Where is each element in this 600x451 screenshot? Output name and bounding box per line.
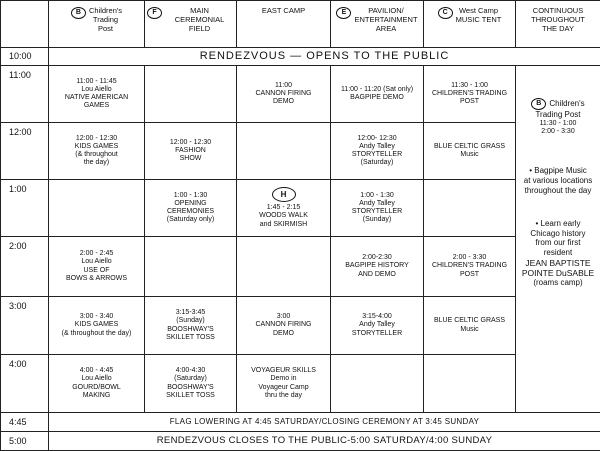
empty-cell bbox=[48, 179, 145, 237]
continuous-bagpipe-music bbox=[524, 166, 592, 195]
event-cell-main-ceremonial-field bbox=[144, 122, 237, 180]
header-title-line: THE DAY bbox=[542, 23, 574, 33]
event-text: CANNON FIRING bbox=[255, 89, 312, 97]
header-title-line: MUSIC TENT bbox=[455, 14, 502, 24]
header-title-line: MAIN CEREMONIAL bbox=[174, 6, 225, 24]
time-label: 4:00 bbox=[0, 354, 49, 413]
time-label: 5:00 bbox=[0, 431, 49, 451]
continuous-activities bbox=[515, 65, 600, 413]
event-cell-pavilion bbox=[330, 236, 424, 297]
event-text: NATIVE AMERICAN bbox=[64, 94, 129, 101]
event-text: CHILDREN'S TRADING bbox=[431, 262, 508, 270]
event-text: DEMO bbox=[273, 329, 294, 337]
event-cell-childrens-trading-post bbox=[48, 122, 145, 180]
event-text: 4:00 - 4:45 bbox=[79, 367, 114, 374]
header-main-ceremonial-field bbox=[144, 0, 237, 48]
event-text: 1:00 - 1:30 bbox=[173, 191, 208, 199]
event-text: FASHION bbox=[175, 146, 206, 154]
event-text: BLUE CELTIC GRASS bbox=[433, 142, 506, 150]
continuous-text: at various locations bbox=[523, 175, 593, 185]
header-title bbox=[531, 7, 585, 34]
event-cell-west-camp-music-tent bbox=[423, 296, 516, 355]
event-text: (Saturday only) bbox=[166, 216, 215, 224]
event-cell-main-ceremonial-field bbox=[144, 179, 237, 237]
continuous-text: • Bagpipe Music bbox=[529, 166, 587, 176]
empty-cell bbox=[330, 354, 424, 413]
header-title-line: CONTINUOUS bbox=[532, 6, 584, 15]
event-text: Demo in bbox=[270, 375, 297, 383]
event-text: 12:00- 12:30 bbox=[357, 134, 397, 142]
header-content bbox=[426, 7, 513, 25]
header-west-camp-music-tent bbox=[423, 0, 516, 48]
event-text: 11:00 - 11:45 bbox=[76, 77, 117, 85]
empty-cell bbox=[236, 122, 331, 180]
time-label: 1:00 bbox=[0, 179, 49, 237]
event-text: 12:00 - 12:30 bbox=[75, 134, 118, 142]
time-label: 10:00 bbox=[0, 47, 49, 66]
event-cell-pavilion bbox=[330, 122, 424, 180]
event-text: SKILLET TOSS bbox=[166, 391, 215, 399]
event-text: BLUE CELTIC GRASS bbox=[433, 317, 506, 325]
event-text: OPENING bbox=[174, 199, 207, 207]
time-label: 3:00 bbox=[0, 296, 49, 355]
header-title bbox=[354, 7, 417, 34]
event-text: STORYTELLER bbox=[351, 329, 403, 337]
event-cell-pavilion bbox=[330, 65, 424, 123]
event-text: BAGPIPE DEMO bbox=[350, 94, 404, 101]
event-text: 11:00 - 11:20 (Sat only) bbox=[340, 85, 414, 93]
time-label: 12:00 bbox=[0, 122, 49, 180]
event-text: 3:00 bbox=[276, 313, 291, 321]
event-text: Lou Aiello bbox=[81, 375, 112, 383]
event-cell-east-camp bbox=[236, 179, 331, 237]
header-title-line: West Camp bbox=[458, 6, 499, 15]
location-badge-icon: B bbox=[71, 7, 86, 19]
opening-banner: RENDEZVOUS — OPENS TO THE PUBLIC bbox=[48, 47, 600, 66]
event-text: Andy Talley bbox=[359, 321, 395, 329]
event-text: SHOW bbox=[179, 155, 202, 163]
event-text: BOWS & ARROWS bbox=[65, 274, 128, 282]
continuous-note: (roams camp) bbox=[533, 277, 583, 287]
header-title-line: AREA bbox=[375, 23, 397, 33]
event-text: 2:00-2:30 bbox=[362, 254, 392, 262]
event-text: BOOSHWAY'S bbox=[167, 325, 214, 333]
event-text: (Sunday) bbox=[176, 317, 205, 325]
event-text: (& throughout the day) bbox=[61, 329, 132, 337]
continuous-text: throughout the day bbox=[524, 185, 592, 195]
header-content bbox=[518, 7, 598, 34]
event-text: Andy Talley bbox=[359, 142, 395, 150]
event-text: VOYAGEUR SKILLS bbox=[251, 367, 316, 374]
event-text: USE OF bbox=[83, 266, 110, 274]
event-cell-east-camp bbox=[236, 65, 331, 123]
event-text: Lou Aiello bbox=[81, 258, 112, 266]
event-cell-childrens-trading-post bbox=[48, 354, 145, 413]
continuous-trading-heading bbox=[531, 98, 584, 110]
event-text: (Sunday) bbox=[362, 216, 392, 224]
header-content bbox=[333, 7, 421, 34]
event-text: 4:00-4:30 bbox=[175, 367, 206, 374]
event-text: (& throughout bbox=[75, 151, 118, 158]
event-text: CANNON FIRING bbox=[255, 321, 312, 329]
event-text: STORYTELLER bbox=[351, 151, 403, 158]
event-cell-childrens-trading-post bbox=[48, 296, 145, 355]
event-text: (Saturday) bbox=[360, 159, 394, 167]
empty-cell bbox=[144, 65, 237, 123]
header-content bbox=[239, 7, 328, 16]
event-cell-childrens-trading-post bbox=[48, 236, 145, 297]
location-badge-icon: H bbox=[272, 187, 296, 202]
resident-name: POINTE DuSABLE bbox=[521, 267, 595, 278]
event-text: 3:00 - 3:40 bbox=[79, 313, 114, 321]
continuous-chicago-history bbox=[522, 219, 594, 287]
event-cell-east-camp bbox=[236, 354, 331, 413]
header-title-line: EAST CAMP bbox=[261, 6, 306, 15]
event-cell-west-camp-music-tent bbox=[423, 122, 516, 180]
event-text: 12:00 - 12:30 bbox=[169, 138, 212, 146]
event-text: 3:15-4:00 bbox=[362, 313, 392, 321]
location-badge-icon: F bbox=[147, 7, 162, 19]
event-text: and SKIRMISH bbox=[259, 220, 308, 228]
event-cell-childrens-trading-post bbox=[48, 65, 145, 123]
empty-cell bbox=[423, 179, 516, 237]
empty-cell bbox=[144, 236, 237, 297]
event-text: 2:00 - 2:45 bbox=[79, 250, 114, 257]
event-text: CHILDREN'S TRADING bbox=[431, 89, 508, 97]
header-content bbox=[147, 7, 234, 34]
event-text: GOURD/BOWL bbox=[72, 383, 121, 391]
header-title-line: THROUGHOUT bbox=[531, 14, 585, 24]
location-badge-icon: E bbox=[336, 7, 351, 19]
header-title-line: PAVILION/ bbox=[368, 6, 404, 15]
empty-cell bbox=[423, 354, 516, 413]
event-text: 2:00 - 3:30 bbox=[452, 254, 487, 262]
event-text: STORYTELLER bbox=[351, 208, 403, 215]
event-text: AND DEMO bbox=[358, 270, 396, 278]
time-label: 2:00 bbox=[0, 236, 49, 297]
event-cell-pavilion bbox=[330, 296, 424, 355]
continuous-text: • Learn early bbox=[535, 219, 581, 229]
event-text: DEMO bbox=[273, 98, 294, 106]
time-label: 11:00 bbox=[0, 65, 49, 123]
header-title bbox=[262, 7, 305, 16]
continuous-text: Chicago history bbox=[530, 228, 586, 238]
continuous-text: Children's bbox=[549, 99, 585, 109]
event-text: POST bbox=[459, 270, 480, 278]
time-label: 4:45 bbox=[0, 412, 49, 432]
header-title-line: ENTERTAINMENT bbox=[354, 14, 418, 24]
event-text: KIDS GAMES bbox=[74, 142, 119, 150]
event-text: 11:30 - 1:00 bbox=[451, 81, 488, 89]
event-cell-main-ceremonial-field bbox=[144, 296, 237, 355]
event-cell-east-camp bbox=[236, 296, 331, 355]
event-cell-pavilion bbox=[330, 179, 424, 237]
event-text: SKILLET TOSS bbox=[166, 333, 215, 341]
empty-cell bbox=[236, 236, 331, 297]
event-text: WOODS WALK bbox=[259, 212, 308, 220]
corner-cell bbox=[0, 0, 49, 48]
event-cell-west-camp-music-tent bbox=[423, 236, 516, 297]
header-title bbox=[456, 7, 502, 25]
event-text: thru the day bbox=[265, 391, 302, 399]
event-text: Music bbox=[460, 325, 479, 333]
location-badge-icon: B bbox=[531, 98, 546, 110]
flag-lowering-banner: FLAG LOWERING AT 4:45 SATURDAY/CLOSING CEREMONY AT 3:45 SUNDAY bbox=[48, 412, 600, 432]
event-text: Andy Talley bbox=[359, 199, 395, 207]
header-title bbox=[89, 7, 122, 34]
event-text: BOOSHWAY'S bbox=[167, 383, 214, 391]
resident-name: JEAN BAPTISTE bbox=[525, 257, 591, 268]
header-title-line: Post bbox=[97, 23, 113, 33]
header-content bbox=[51, 7, 142, 34]
event-text: Music bbox=[460, 151, 479, 158]
continuous-text: from our first bbox=[535, 238, 581, 248]
event-text: BAGPIPE HISTORY bbox=[345, 262, 409, 270]
header-pavilion-entertainment bbox=[330, 0, 424, 48]
event-text: Voyageur Camp bbox=[258, 383, 309, 391]
header-childrens-trading-post bbox=[48, 0, 145, 48]
event-text: GAMES bbox=[83, 102, 110, 110]
continuous-text: 11:30 - 1:00 bbox=[539, 119, 577, 127]
event-cell-main-ceremonial-field bbox=[144, 354, 237, 413]
header-continuous bbox=[515, 0, 600, 48]
continuous-trading-post bbox=[531, 98, 584, 136]
event-text: KIDS GAMES bbox=[74, 321, 119, 329]
event-text: 11:00 bbox=[275, 81, 292, 89]
header-east-camp bbox=[236, 0, 331, 48]
event-text: Lou Aiello bbox=[81, 85, 112, 93]
continuous-text: 2:00 - 3:30 bbox=[541, 127, 575, 135]
closing-banner: RENDEZVOUS CLOSES TO THE PUBLIC-5:00 SATURDAY/4:00 SUNDAY bbox=[48, 431, 600, 451]
event-text: 3:15-3:45 bbox=[175, 309, 206, 316]
event-text: 1:00 - 1:30 bbox=[360, 191, 394, 199]
continuous-text: Trading Post bbox=[535, 110, 581, 119]
event-cell-west-camp-music-tent bbox=[423, 65, 516, 123]
event-text: CEREMONIES bbox=[166, 208, 215, 215]
event-text: MAKING bbox=[82, 391, 111, 399]
header-title-line: Trading bbox=[92, 14, 119, 24]
event-text: POST bbox=[459, 98, 480, 106]
event-text: the day) bbox=[83, 159, 110, 167]
event-text: 1:45 - 2:15 bbox=[266, 204, 301, 212]
header-title-line: FIELD bbox=[188, 23, 211, 33]
continuous-text: resident bbox=[543, 247, 573, 257]
header-title bbox=[165, 7, 234, 34]
location-badge-icon: C bbox=[438, 7, 453, 19]
header-title-line: Children's bbox=[88, 6, 123, 15]
event-text: (Saturday) bbox=[174, 375, 207, 383]
